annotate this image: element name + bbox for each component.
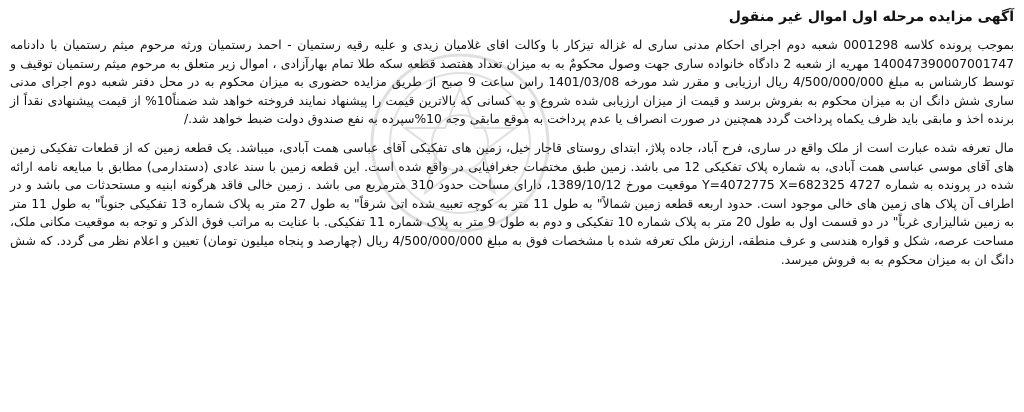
notice-title: آگهی مزایده مرحله اول اموال غیر منقول — [728, 9, 1014, 25]
notice-paragraph-judgment: بموجب پرونده کلاسه 0001298 شعبه دوم اجرای احکام مدنی ساری له غزاله تیزکار با وکالت اقای غلامیان زیدی و علیه رقیه رستمیان - احمد رستمیان ورثه مرحوم میثم رستمیان با دادنامه 140047390007001747 مهریه از شعبه 2 دادگاه خانواده ساری جهت وصول محکومٌ به به میزان تعداد هفتصد قطعه سکه طلا تمام بهارآزادی ، اموال زیر متعلق به مرحوم میثم رستمیان توقیف و توسط کارشناس به مبلغ 4/500/000/000 ریال ارزیابی و مقرر شد مورخه 1401/03/08 راس ساعت 9 صبح از طریق مزایده حضوری به میزان محکوم به در محل دفتر شعبه دوم اجرای مدنی ساری شش دانگ ان به میزان محکوم به بفروش برسد و قیمت از میزان ارزیابی شده شروع و به کسانی که بالاترین قیمت را پیشنهاد نمایند فروخته خواهد شد ضمناً10% از قیمت پیشنهادی نقداً از برنده اخذ و مابقی باید ظرف یکماه پرداخت گردد همچنین در صورت انصراف یا عدم پرداخت به موقع مابقی وجه 10%سپرده به نفع صندوق دولت ضبط خواهد شد./ — [10, 38, 1014, 127]
notice-paragraph-property: مال تعرفه شده عبارت است از ملک واقع در ساری، فرح آباد، جاده پلاژ، ابتدای روستای قاجار خیل، زمین های تفکیکی آقای عباسی همت آبادی، میباشد. یک قطعه زمین که از قطعات تفکیکی زمین های آقای موسی عباسی همت آبادی، به شماره پلاک تفکیکی 12 می باشد. زمین طبق مختصات جغرافیایی در واقع شده است. این قطعه زمین با سند عادی (دستدارمی) مطابق با مبایعه نامه ارائه شده در پرونده به شماره 4727 Y=4072775 X=682325 موقعیت مورخ 1389/10/12، دارای مساحت حدود 310 مترمربع می باشد . زمین خالی فاقد هرگونه ابنیه و مستحدثات می باشد و در اطراف آن پلاک های زمین های خالی موجود است. حدود اربعه قطعه زمین شمالاً" به طول 11 متر به کوچه تعبیه شده اتی شرقاً" به طول 27 متر به پلاک شماره 13 تفکیکی جنوباً" به طول 11 متر به زمین شالیزاری غرباً" در دو قسمت اول به طول 20 متر به پلاک شماره 10 تفکیکی و دوم به طول 9 متر به پلاک شماره 11 تفکیکی. با عنایت به مراتب فوق الذکر و توجه به موقعیت مکانی ملک، مساحت عرصه، شکل و قواره هندسی و عرف منطقه، ارزش ملک تعرفه شده با مشخصات فوق به مبلغ 4/500/000/000 ریال (چهارصد و پنجاه میلیون تومان) تعیین و اعلام نظر می گردد. که شش دانگ ان به میزان محکوم به به فروش میرسد. — [10, 140, 1015, 267]
